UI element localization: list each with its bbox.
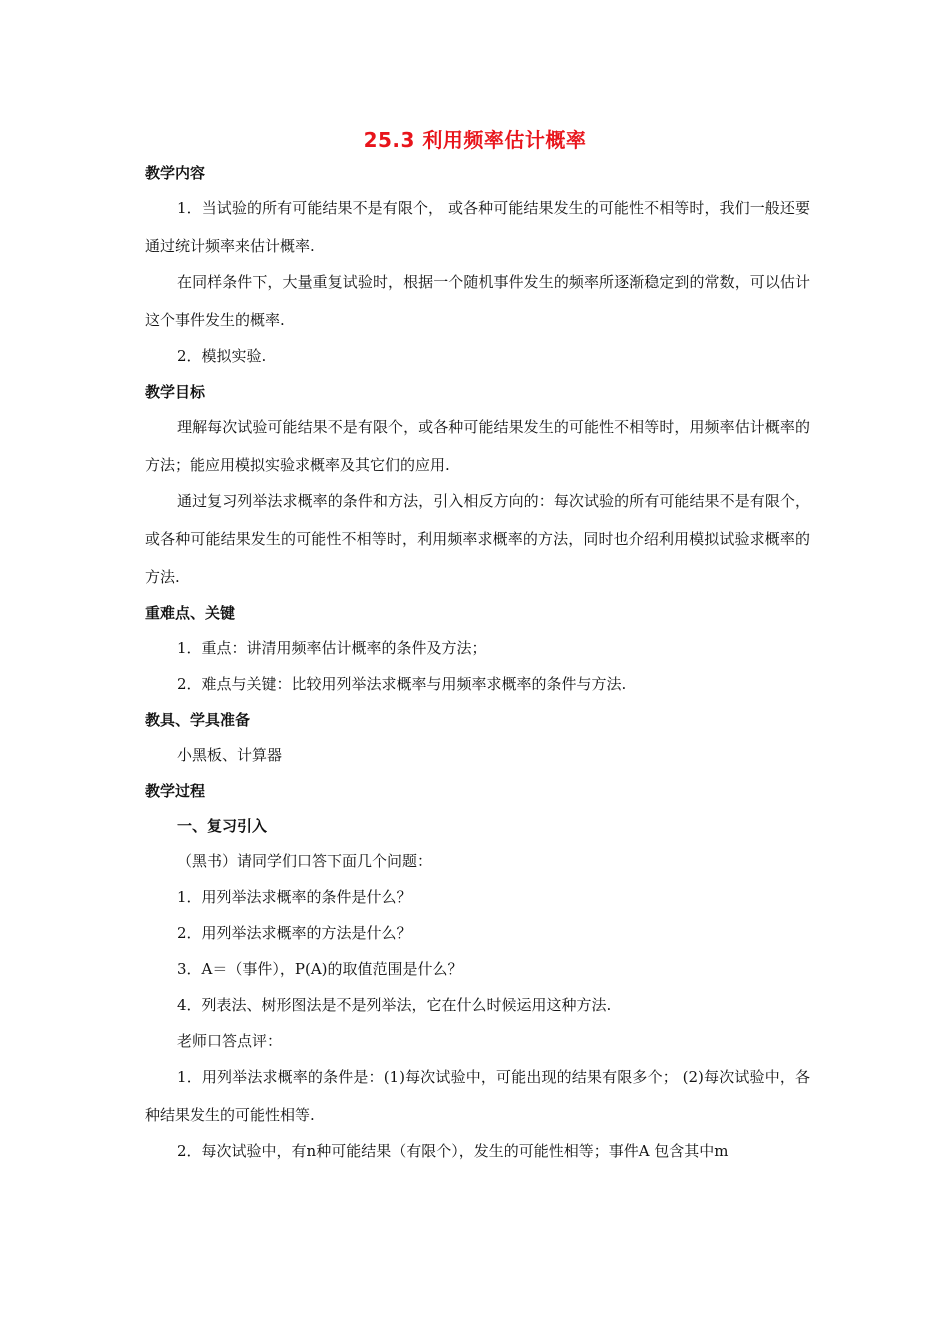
paragraph: 老师口答点评： xyxy=(177,1032,283,1050)
question-item: 1．用列举法求概率的条件是什么？ xyxy=(177,888,412,906)
question-item: 4．列表法、树形图法是不是列举法，它在什么时候运用这种方法. xyxy=(177,996,612,1014)
page-title: 25.3 利用频率估计概率 xyxy=(363,128,587,152)
paragraph: 1．重点：讲清用频率估计概率的条件及方法； xyxy=(177,639,487,657)
section-heading-process: 教学过程 xyxy=(145,782,206,800)
section-heading-key-points: 重难点、关键 xyxy=(145,604,236,622)
paragraph: 1．当试验的所有可能结果不是有限个， 或各种可能结果发生的可能性不相等时，我们一般还要通过统计频率来估计概率. xyxy=(145,199,810,255)
paragraph: 通过复习列举法求概率的条件和方法，引入相反方向的：每次试验的所有可能结果不是有限个，或各种可能结果发生的可能性不相等时，利用频率求概率的方法，同时也介绍利用模拟试验求概率的方法. xyxy=(145,492,810,586)
paragraph: （黑书）请同学们口答下面几个问题： xyxy=(177,852,433,870)
answer-item: 1．用列举法求概率的条件是：(1)每次试验中，可能出现的结果有限多个； (2)每次试验中，各种结果发生的可能性相等. xyxy=(145,1068,810,1124)
section-heading-goals: 教学目标 xyxy=(145,383,206,401)
answer-item: 2．每次试验中，有n种可能结果（有限个），发生的可能性相等；事件A 包含其中m xyxy=(177,1142,729,1160)
paragraph: 理解每次试验可能结果不是有限个，或各种可能结果发生的可能性不相等时，用频率估计概率的方法；能应用模拟实验求概率及其它们的应用. xyxy=(145,418,810,474)
question-item: 3．A＝（事件），P(A)的取值范围是什么？ xyxy=(177,960,463,978)
paragraph: 2．模拟实验. xyxy=(177,347,267,365)
document-body xyxy=(145,161,810,1175)
sub-heading-review: 一、复习引入 xyxy=(177,817,268,835)
section-heading-content: 教学内容 xyxy=(145,164,206,182)
paragraph: 小黑板、计算器 xyxy=(177,746,283,764)
section-heading-tools: 教具、学具准备 xyxy=(145,711,251,729)
question-item: 2．用列举法求概率的方法是什么？ xyxy=(177,924,412,942)
paragraph: 在同样条件下，大量重复试验时，根据一个随机事件发生的频率所逐渐稳定到的常数，可以估计这个事件发生的概率. xyxy=(145,273,810,329)
paragraph: 2．难点与关键：比较用列举法求概率与用频率求概率的条件与方法. xyxy=(177,675,627,693)
